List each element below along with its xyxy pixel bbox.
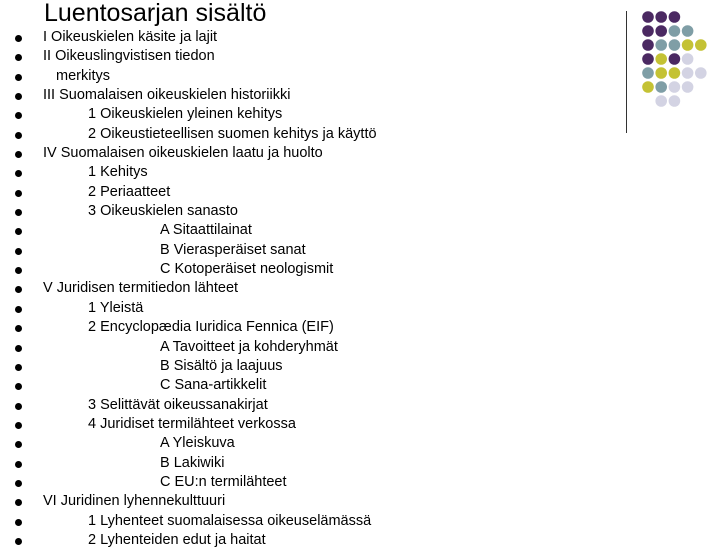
outline-item-text: B Sisältö ja laajuus xyxy=(160,357,283,374)
decorative-dot xyxy=(655,95,667,107)
bullet-icon xyxy=(15,170,22,177)
outline-item-text: C Sana-artikkelit xyxy=(160,377,267,394)
bullet-icon xyxy=(15,422,22,429)
outline-item xyxy=(0,125,600,144)
bullet-icon xyxy=(15,538,22,545)
slide-title: Luentosarjan sisältö xyxy=(44,0,267,27)
bullet-icon xyxy=(15,364,22,371)
outline-item-text: 1 Lyhenteet suomalaisessa oikeuselämässä xyxy=(88,512,372,529)
decorative-dot xyxy=(642,25,654,37)
outline-item xyxy=(0,279,600,298)
decorative-dot xyxy=(682,25,694,37)
decorative-dot xyxy=(642,53,654,65)
outline-item xyxy=(0,299,600,318)
outline-item xyxy=(0,415,600,434)
outline-item xyxy=(0,202,600,221)
decorative-dot xyxy=(655,81,667,93)
outline-item xyxy=(0,28,600,47)
bullet-icon xyxy=(15,54,22,61)
outline-item xyxy=(0,454,600,473)
outline-item xyxy=(0,434,600,453)
decorative-dot xyxy=(669,53,681,65)
decorative-dot xyxy=(655,67,667,79)
outline-item xyxy=(0,241,600,260)
outline-item xyxy=(0,67,600,86)
outline-item-text: C EU:n termilähteet xyxy=(160,473,287,490)
decorative-dot xyxy=(669,81,681,93)
decorative-dot xyxy=(682,67,694,79)
outline-item-text: 4 Juridiset termilähteet verkossa xyxy=(88,415,296,432)
outline-item-text: VI Juridinen lyhennekulttuuri xyxy=(43,493,226,510)
outline-item xyxy=(0,86,600,105)
decorative-dot xyxy=(682,81,694,93)
bullet-icon xyxy=(15,345,22,352)
outline-item-text: 2 Lyhenteiden edut ja haitat xyxy=(88,531,266,548)
outline-item-text: 2 Oikeustieteellisen suomen kehitys ja käyttö xyxy=(88,125,377,142)
bullet-icon xyxy=(15,190,22,197)
bullet-icon xyxy=(15,267,22,274)
bullet-icon xyxy=(15,403,22,410)
bullet-icon xyxy=(15,112,22,119)
outline-item xyxy=(0,512,600,531)
outline-item-text: C Kotoperäiset neologismit xyxy=(160,261,334,278)
outline-item xyxy=(0,260,600,279)
decorative-dot xyxy=(669,95,681,107)
outline-item xyxy=(0,144,600,163)
decorative-dot xyxy=(695,39,707,51)
decorative-dot xyxy=(669,39,681,51)
outline-item-text: III Suomalaisen oikeuskielen historiikki xyxy=(43,87,291,104)
bullet-icon xyxy=(15,519,22,526)
decorative-dot xyxy=(655,39,667,51)
outline-item xyxy=(0,473,600,492)
bullet-icon xyxy=(15,499,22,506)
outline-item xyxy=(0,318,600,337)
outline-item-text: 1 Yleistä xyxy=(88,299,144,316)
bullet-icon xyxy=(15,35,22,42)
bullet-icon xyxy=(15,480,22,487)
outline-item-text: A Tavoitteet ja kohderyhmät xyxy=(160,338,338,355)
outline-item-text: 2 Encyclopædia Iuridica Fennica (EIF) xyxy=(88,319,334,336)
bullet-icon xyxy=(15,306,22,313)
bullet-icon xyxy=(15,248,22,255)
outline-item-text: B Vierasperäiset sanat xyxy=(160,241,306,258)
bullet-icon xyxy=(15,325,22,332)
outline-item xyxy=(0,338,600,357)
outline-item xyxy=(0,492,600,511)
outline-item xyxy=(0,163,600,182)
outline-item-text: 1 Kehitys xyxy=(88,164,148,181)
decorative-dot-grid xyxy=(640,11,720,121)
bullet-icon xyxy=(15,74,22,81)
decorative-dot xyxy=(669,25,681,37)
decorative-divider-line xyxy=(626,11,627,133)
bullet-icon xyxy=(15,93,22,100)
outline-item-text: A Sitaattilainat xyxy=(160,222,252,239)
bullet-icon xyxy=(15,383,22,390)
outline-item-text: 3 Selittävät oikeussanakirjat xyxy=(88,396,268,413)
outline-item-text: A Yleiskuva xyxy=(160,435,235,452)
bullet-icon xyxy=(15,441,22,448)
bullet-icon xyxy=(15,461,22,468)
outline-item xyxy=(0,376,600,395)
decorative-dot xyxy=(642,39,654,51)
outline-item-text: merkitys xyxy=(56,67,110,84)
decorative-dot xyxy=(682,39,694,51)
bullet-icon xyxy=(15,209,22,216)
decorative-dot xyxy=(642,11,654,23)
outline-item-text: II Oikeuslingvistisen tiedon xyxy=(43,48,215,65)
decorative-dot xyxy=(642,67,654,79)
decorative-dot xyxy=(655,25,667,37)
decorative-dot xyxy=(682,53,694,65)
bullet-icon xyxy=(15,132,22,139)
outline-item xyxy=(0,47,600,66)
bullet-icon xyxy=(15,228,22,235)
outline-item-text: V Juridisen termitiedon lähteet xyxy=(43,280,239,297)
outline-list xyxy=(0,28,600,550)
outline-item-text: IV Suomalaisen oikeuskielen laatu ja huolto xyxy=(43,145,323,162)
outline-item-text: 3 Oikeuskielen sanasto xyxy=(88,203,238,220)
outline-item xyxy=(0,357,600,376)
decorative-dot xyxy=(655,11,667,23)
outline-item xyxy=(0,531,600,550)
outline-item-text: B Lakiwiki xyxy=(160,454,225,471)
outline-item-text: I Oikeuskielen käsite ja lajit xyxy=(43,29,218,45)
decorative-dot xyxy=(695,67,707,79)
outline-item xyxy=(0,105,600,124)
bullet-icon xyxy=(15,151,22,158)
outline-item xyxy=(0,183,600,202)
decorative-dot xyxy=(655,53,667,65)
decorative-dot xyxy=(669,67,681,79)
bullet-icon xyxy=(15,286,22,293)
decorative-dot xyxy=(669,11,681,23)
outline-item xyxy=(0,221,600,240)
outline-item-text: 2 Periaatteet xyxy=(88,183,171,200)
outline-item-text: 1 Oikeuskielen yleinen kehitys xyxy=(88,106,283,123)
decorative-dot xyxy=(642,81,654,93)
outline-item xyxy=(0,396,600,415)
